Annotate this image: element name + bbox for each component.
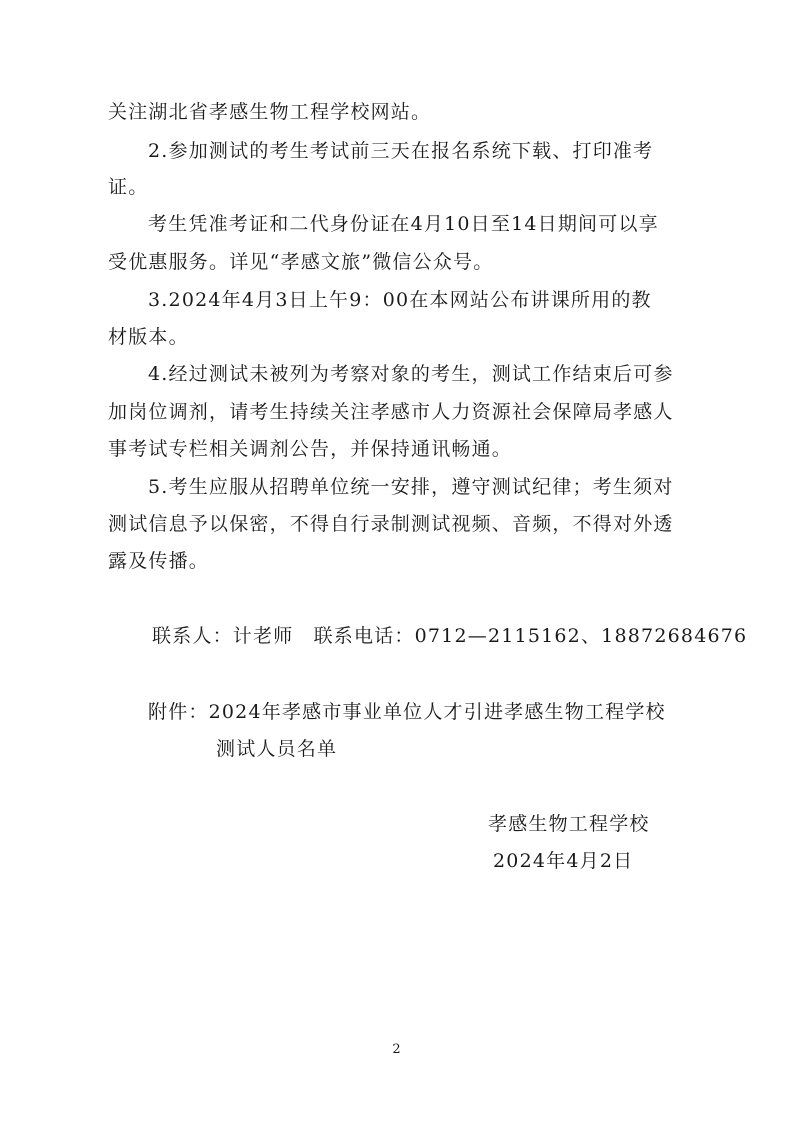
signature-date: 2024年4月2日: [493, 850, 634, 872]
body-text-line: 测试信息予以保密，不得自行录制测试视频、音频，不得对外透: [108, 513, 674, 535]
body-text-line: 5.考生应服从招聘单位统一安排，遵守测试纪律；考生须对: [148, 476, 674, 498]
body-text-line: 材版本。: [108, 326, 189, 348]
body-text-line: 4.经过测试未被列为考察对象的考生，测试工作结束后可参: [148, 363, 674, 385]
contact-info: 联系人：计老师 联系电话：0712—2115162、18872684676: [152, 625, 748, 647]
signature-organization: 孝感生物工程学校: [488, 813, 650, 835]
body-text-line: 考生凭准考证和二代身份证在4月10日至14日期间可以享: [148, 213, 659, 235]
body-text-line: 关注湖北省孝感生物工程学校网站。: [108, 101, 432, 123]
body-text-line: 2.参加测试的考生考试前三天在报名系统下载、打印准考: [148, 140, 654, 162]
body-text-line: 事考试专栏相关调剂公告，并保持通讯畅通。: [108, 438, 513, 460]
body-text-line: 加岗位调剂，请考生持续关注孝感市人力资源社会保障局孝感人: [108, 401, 674, 423]
body-text-line: 3.2024年4月3日上午9：00在本网站公布讲课所用的教: [148, 289, 652, 311]
attachment-title-continued: 测试人员名单: [216, 738, 338, 760]
body-text-line: 受优惠服务。详见“孝感文旅”微信公众号。: [108, 251, 494, 273]
body-text-line: 证。: [108, 176, 149, 198]
attachment-label: 附件：2024年孝感市事业单位人才引进孝感生物工程学校: [148, 701, 666, 723]
page-number: 2: [392, 1042, 401, 1057]
body-text-line: 露及传播。: [108, 550, 210, 572]
